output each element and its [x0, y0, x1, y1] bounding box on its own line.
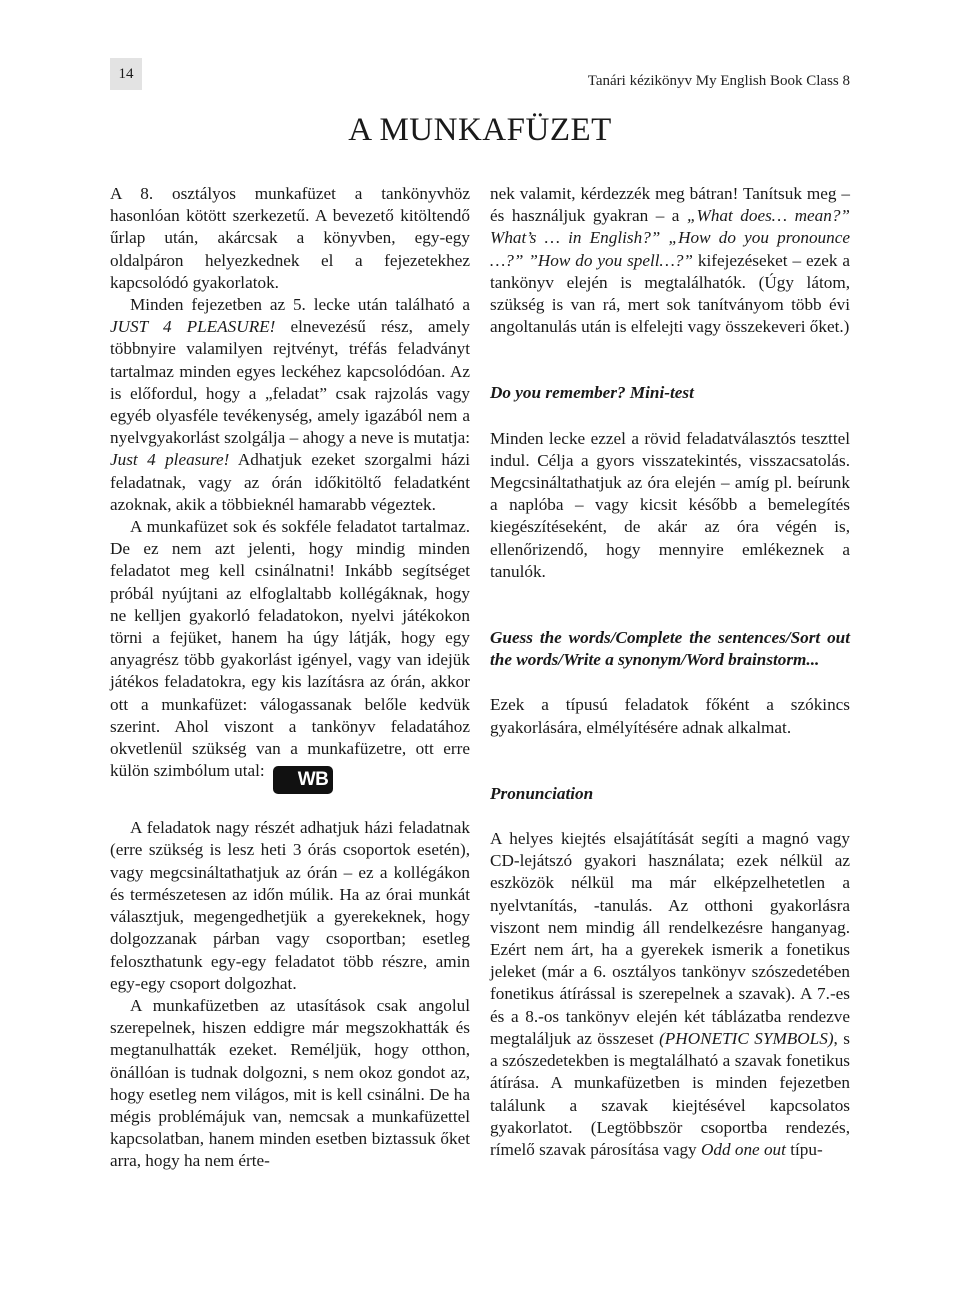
text-run: A helyes kiejtés elsajátítását segíti a magnó vagy CD-lejátszó gyakori használata; ezek nélkül az eszközök nélkül ma már elképzelhetetlen a nyelvtanítás, -tanulás. Az otthoni gyakorlásra viszont nem mindig áll rendelkezésre hanganyag. Ezért nem árt, ha a gyerekek ismerik a fonetikus jeleket (már a 6. osztályos tankönyv szószedetében fonetikus átírással is szerepelnek a szavak). A 7.-es és a 8.-os tankönyv elején két táblázatba rendezve megtaláljuk az összeset	[490, 829, 850, 1048]
emphasis: Just 4 pleasure!	[110, 450, 230, 470]
paragraph	[490, 828, 850, 1161]
left-column	[110, 183, 470, 1173]
running-header: Tanári kézikönyv My English Book Class 8	[587, 73, 850, 89]
text-run: elnevezésű rész, amely többnyire valamilyen rejtvényt, tréfás feladványt tartalmaz minden egyes leckéhez kapcsolódóan. Az is előfordul, hogy a „feladat” csak rajzolás vagy egyéb olyasféle tevékenység, amely igazából nem a nyelvgyakorlást szolgálja – ahogy a neve is mutatja:	[110, 317, 470, 448]
section-heading: Do you remember? Mini-test	[490, 383, 694, 403]
workbook-icon: WB	[273, 766, 334, 794]
section-heading: Pronunciation	[490, 783, 594, 803]
paragraph: Ezek a típusú feladatok főként a szókincs gyakorlására, elmélyítésére adnak alkalmat.	[490, 695, 850, 737]
paragraph	[110, 516, 470, 794]
page-number: 14	[110, 58, 142, 90]
right-column	[490, 183, 850, 1161]
text-run: , s a szószedetekben is megtalálható a szavak fonetikus átírása. A munkafüzetben is minden fejezetben találunk a szavak kiejtésével kapcsolatos gyakorlatot. (Legtöbbször csoportba rendezés, rímelő szavak párosítása vagy	[490, 1028, 850, 1159]
paragraph: A 8. osztályos munkafüzet a tankönyvhöz hasonlóan kötött szerkezetű. A bevezető kitöltendő űrlap után, akárcsak a könyvben, egy-egy oldalpáron helyezkednek el a fejezetekhez kapcsolódó gyakorlatok.	[110, 184, 470, 292]
paragraph: Minden lecke ezzel a rövid feladatválasztós teszttel indul. Célja a gyors visszatekintés, visszacsatolás. Megcsináltathatjuk az óra elején – amíg pl. beírunk a naplóba – vagy kicsit később a bemelegítés kiegészítéseként, de akár az óra végén is, ellenőrizendő, hogy mennyire emlékeznek a tanulók.	[490, 428, 850, 581]
emphasis: (PHONETIC SYMBOLS)	[659, 1028, 834, 1048]
section-heading: Guess the words/Complete the sentences/Sort out the words/Write a synonym/Word brainstorm...	[490, 628, 850, 670]
text-run: típu-	[785, 1139, 823, 1159]
emphasis: JUST 4 PLEASURE!	[110, 317, 276, 337]
text-run: nek valamit, kérdezzék meg bátran! Tanítsuk meg – és használjuk gyakran – a	[490, 184, 850, 226]
text-run: Adhatjuk ezeket szorgalmi házi feladatnak, vagy az órán időkitöltő feladatként azoknak, akik a többieknél hamarabb végeztek.	[110, 450, 470, 514]
text-run: A munkafüzet sok és sokféle feladatot tartalmaz. De ez nem azt jelenti, hogy mindig minden feladatot meg kell csinálnatni! Inkább segítséget próbál nyújtani az elfoglaltabb kollégáknak, hogy ne kelljen gyakorló feladatokon, nyelvi játékokon törni a fejüket, hanem ha úgy látják, hogy egy anyagrész több gyakorlást igényel, vagy van idejük játékos feladatokra, egy kis lazításra az órán, akkor ott a munkafüzet: válogassanak belőle kedvük szerint. Ahol viszont a tankönyv feladatához okvetlenül szükség van a munkafüzetre, ott erre külön szimbólum utal:	[110, 517, 470, 781]
paragraph: A munkafüzetben az utasítások csak angolul szerepelnek, hiszen eddigre már megszokhatták és megtanulhatták ezeket. Reméljük, hogy otthon, önállóan is tudnak dolgozni, s nem okoz gondot az, hogy esetleg nem világos, mit is kell csinálni. De ha mégis problémájuk van, nemcsak a munkafüzettel kapcsolatban, hanem minden esetben biztassuk őket arra, hogy ha nem érte-	[110, 995, 470, 1171]
page-title: A MUNKAFÜZET	[348, 112, 612, 148]
text-run: Minden fejezetben az 5. lecke után található a	[130, 295, 470, 315]
paragraph	[490, 183, 850, 338]
text-run: kifejezéseket – ezek a tankönyv elején is megtalálhatók. (Úgy látom, szükség is van rá, mert sok tanítványom több évi angoltanulás után is elfelejti vagy összekeveri őket.)	[490, 250, 850, 337]
paragraph: A feladatok nagy részét adhatjuk házi feladatnak (erre szükség is lesz heti 3 órás csoportok esetén), vagy megcsináltathatjuk az órán – ez a kollégákon és természetesen az időn múlik. Ha az órai munkát választjuk, megengedhetjük a gyerekeknek, hogy dolgozzanak párban vagy csoportban; esetleg feloszthatunk egy-egy feladatot több részre, amin egy-egy csoport dolgozhat.	[110, 818, 470, 993]
emphasis: „What does… mean?” What’s … in English?” „How do you pronounce …?” ”How do you spell…?”	[490, 206, 850, 270]
paragraph	[110, 294, 470, 516]
emphasis: Odd one out	[700, 1139, 786, 1159]
